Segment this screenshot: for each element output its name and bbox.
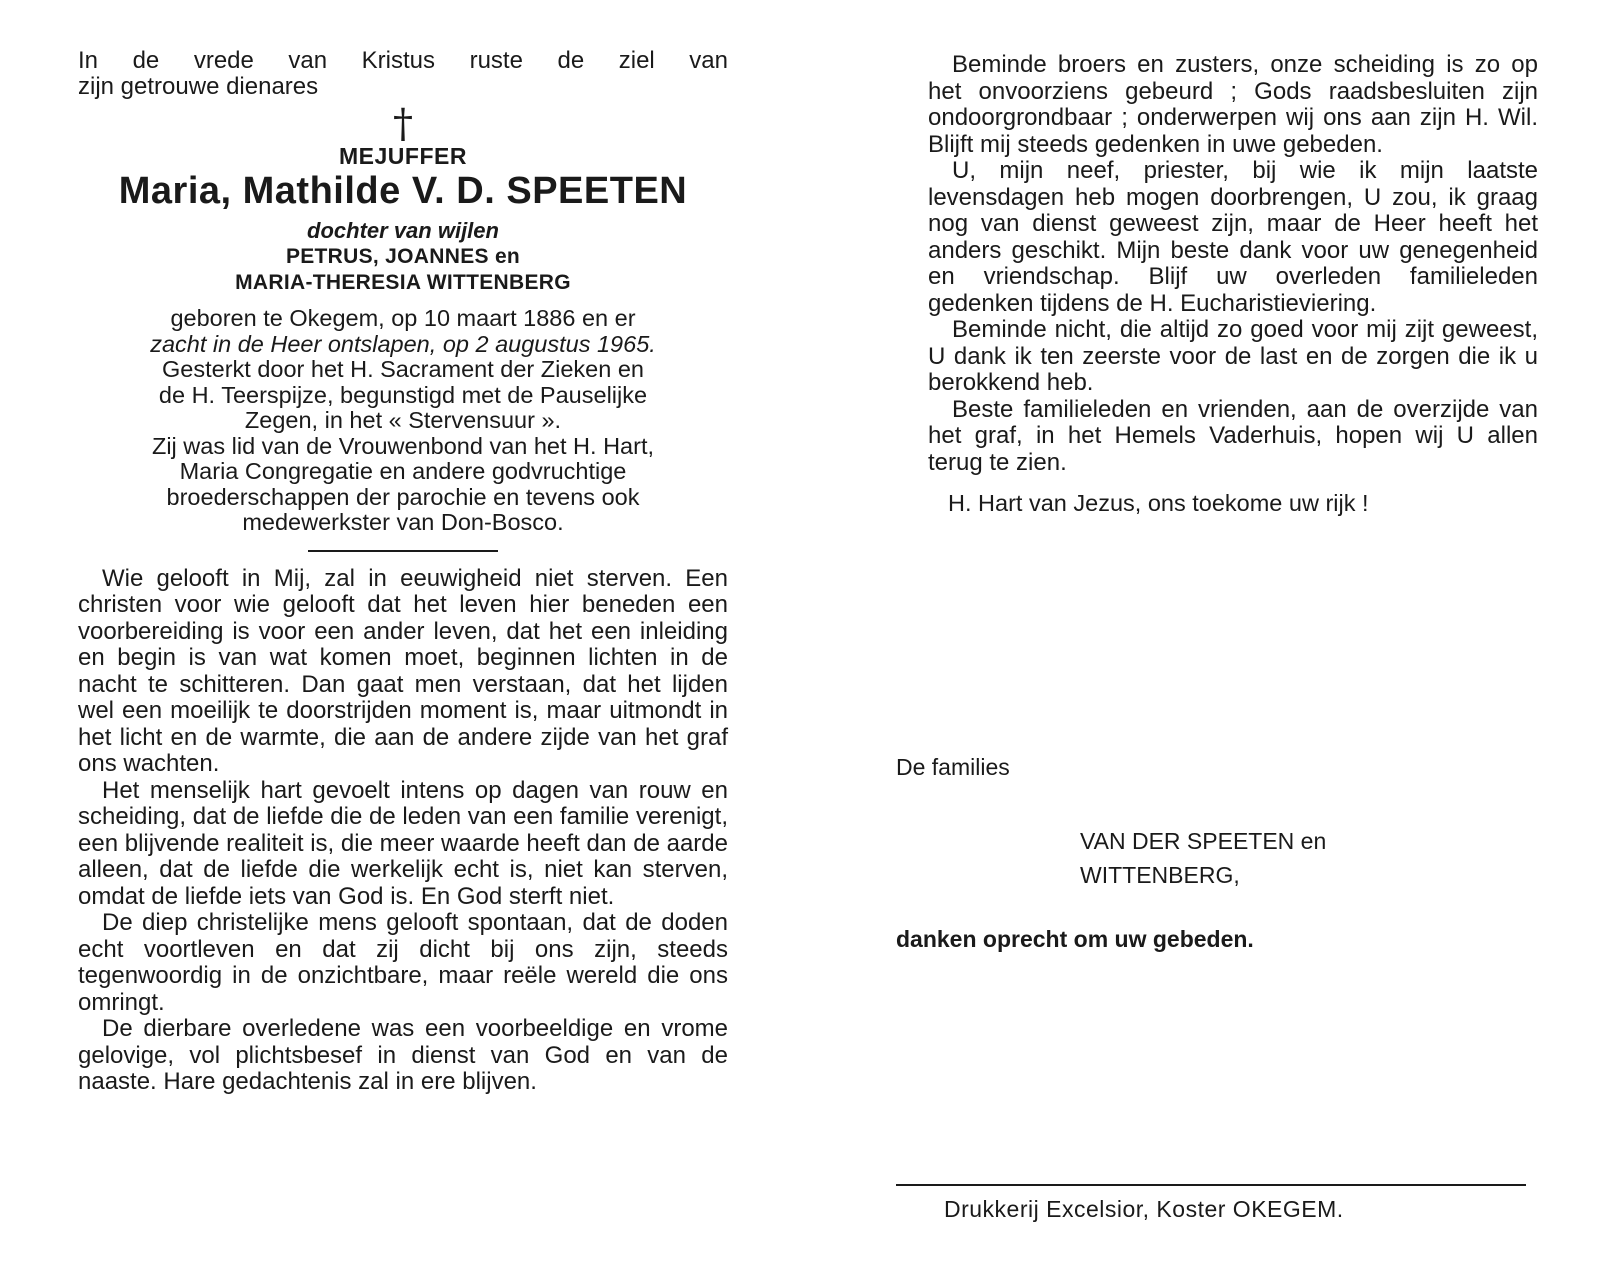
membership-line: Zij was lid van de Vrouwenbond van het H. Hart, <box>151 432 655 459</box>
deceased-name: Maria, Mathilde V. D. SPEETEN <box>118 170 688 212</box>
right-page <box>928 52 1538 517</box>
family-name: VAN DER SPEETEN en <box>1080 828 1327 854</box>
divider <box>308 550 498 552</box>
paragraph: De diep christelijke mens gelooft spontaan, dat de doden echt voortleven en dat zij dicht bij ons zijn, steeds tegenwoordig in de onzichtbare, maar reële wereld die ons omringt. <box>78 909 728 1016</box>
cross-icon: † <box>393 101 413 147</box>
sacrament-line: Gesterkt door het H. Sacrament der Zieken en <box>162 356 644 382</box>
membership-line: broederschappen der parochie en tevens ook <box>166 483 640 510</box>
intro-line: zijn getrouwe dienares <box>78 73 319 100</box>
membership-line: Maria Congregatie en andere godvruchtige <box>179 458 627 484</box>
paragraph: De dierbare overledene was een voorbeeldige en vrome gelovige, vol plichtsbesef in dienst van God en van de naaste. Hare gedachtenis zal in ere blijven. <box>78 1015 728 1095</box>
sacrament-line: Zegen, in het « Stervensuur ». <box>244 407 562 433</box>
thanks-line: danken oprecht om uw gebeden. <box>896 926 1254 952</box>
sacrament-line: de H. Teerspijze, begunstigd met de Pauselijke <box>158 381 648 408</box>
death-line: zacht in de Heer ontslapen, op 2 augustus 1965. <box>150 330 656 357</box>
family-names <box>1080 824 1326 892</box>
paragraph: Beste familieleden en vrienden, aan de overzijde van het graf, in het Hemels Vaderhuis, hopen wij U allen terug te zien. <box>928 395 1538 476</box>
paragraph: Beminde nicht, die altijd zo goed voor mij zijt geweest, U dank ik ten zeerste voor de last en de zorgen die ik u berokkend heb. <box>928 316 1538 396</box>
printer-divider <box>896 1184 1526 1186</box>
paragraph: U, mijn neef, priester, bij wie ik mijn laatste levensdagen heb mogen doorbrengen, U zou, ik graag nog van dienst geweest zijn, maar de Heer heeft het anders geschikt. Mijn beste dank voor uw genegenheid en vriendschap. Blijf uw overleden familieleden gedenken tijdens de H. Eucharistieviering. <box>928 157 1538 317</box>
families-label: De families <box>896 754 1010 780</box>
intro-line: In de vrede van Kristus ruste de ziel van <box>78 47 728 74</box>
biography <box>78 306 728 536</box>
mother-name: MARIA-THERESIA WITTENBERG <box>235 271 571 294</box>
daughter-of: dochter van wijlen <box>307 218 499 243</box>
left-page <box>78 48 728 1096</box>
family-name: WITTENBERG, <box>1080 862 1240 888</box>
title-mejuffer: MEJUFFER <box>339 143 467 169</box>
paragraph: Wie gelooft in Mij, zal in eeuwigheid niet sterven. Een christen voor wie gelooft dat het leven hier beneden een voorbereiding is voor een ander leven, dat het een inleiding en begin is van wat komen moet, beginnen lichten in de nacht te schitteren. Dan gaat men verstaan, dat het lijden wel een moeilijk te doorstrijden moment is, maar uitmondt in het licht en de warmte, die aan de andere zijde van het graf ons wachten. <box>78 564 728 777</box>
father-name: PETRUS, JOANNES en <box>285 245 521 268</box>
closing-prayer: H. Hart van Jezus, ons toekome uw rijk ! <box>948 490 1369 516</box>
membership-line: medewerkster van Don-Bosco. <box>242 509 564 535</box>
birth-line: geboren te Okegem, op 10 maart 1886 en er <box>170 305 636 331</box>
printer-credit: Drukkerij Excelsior, Koster OKEGEM. <box>944 1196 1344 1222</box>
paragraph: Beminde broers en zusters, onze scheiding is zo op het onvoorziens gebeurd ; Gods raadsbesluiten zijn ondoorgrondbaar ; onderwerpen wij ons aan zijn H. Wil. Blijft mij steeds gedenken in uwe gebeden. <box>928 51 1538 158</box>
paragraph: Het menselijk hart gevoelt intens op dagen van rouw en scheiding, dat de liefde die de leden van een familie verenigt, een blijvende realiteit is, die meer waarde heeft dan de aarde alleen, dat de liefde die werkelijk echt is, niet kan sterven, omdat de liefde iets van God is. En God sterft niet. <box>78 776 728 910</box>
